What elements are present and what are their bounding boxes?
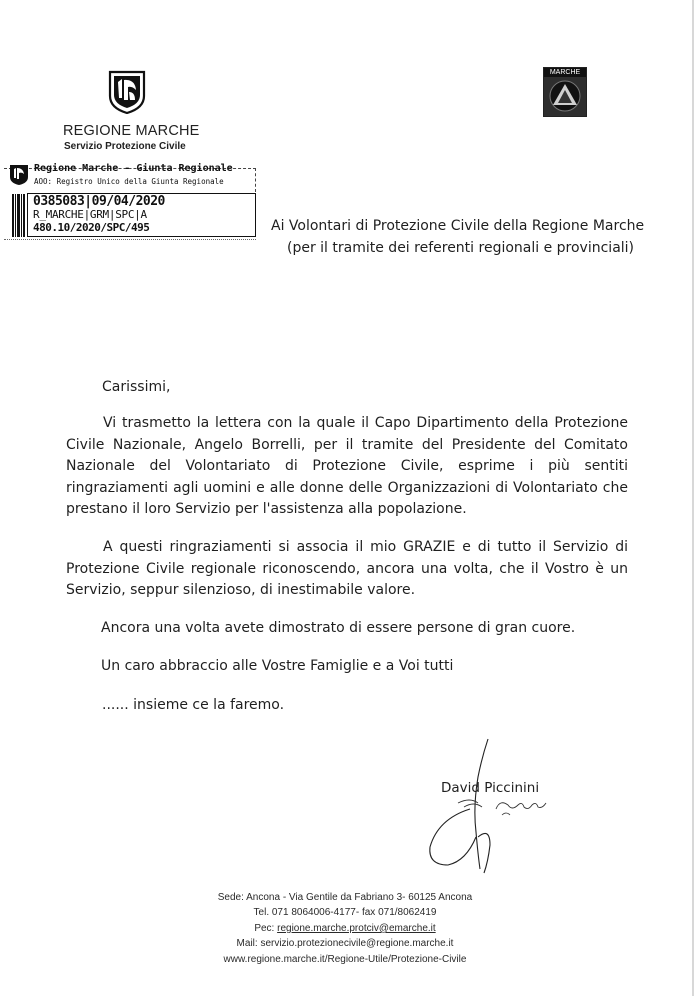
paragraph-1-text: Vi trasmetto la lettera con la quale il Capo Dipartimento della Protezione Civile Nazionale, Angelo Borrelli, per il tramite del Presidente del Comitato Nazionale del Volontariato di Protezione Civile, esprime i più sentiti ringraziamenti agli uomini e alle donne delle Organizzazioni di Volontariato che prestano il loro Servizio per l'assistenza alla popolazione. <box>66 415 628 517</box>
stamp-bottom-border <box>4 239 256 240</box>
paragraph-1 <box>66 413 628 521</box>
stamp-title: Regione Marche - Giunta Regionale <box>34 163 233 174</box>
protocol-registry: R_MARCHE|GRM|SPC|A <box>33 208 147 221</box>
protocol-number: 0385083|09/04/2020 <box>33 194 165 209</box>
marche-protezione-civile-logo-icon <box>544 77 586 116</box>
paragraph-3: Ancora una volta avete dimostrato di essere persone di gran cuore. <box>101 620 576 636</box>
region-name: REGIONE MARCHE <box>63 123 200 139</box>
handwritten-signature <box>418 737 558 877</box>
regione-marche-crest-icon <box>108 70 146 114</box>
paragraph-2 <box>66 537 628 602</box>
protocol-classification: 480.10/2020/SPC/495 <box>33 221 150 234</box>
page-edge-shadow <box>692 0 694 996</box>
footer-pec-label: Pec: <box>254 922 278 934</box>
addressee-line-2: (per il tramite dei referenti regionali e provinciali) <box>287 240 635 256</box>
addressee-line-1: Ai Volontari di Protezione Civile della Regione Marche <box>271 218 645 234</box>
footer-phone: Tel. 071 8064006-4177- fax 071/8062419 <box>253 907 437 919</box>
greeting: Carissimi, <box>102 379 171 395</box>
paragraph-2-text: A questi ringraziamenti si associa il mio GRAZIE e di tutto il Servizio di Protezione Civile regionale riconoscendo, ancora una volta, che il Vostro è un Servizio, seppur silenzioso, di inestimabile valore. <box>66 539 628 598</box>
stamp-subtitle: AOO: Registro Unico della Giunta Regionale <box>34 177 224 186</box>
logo-label: MARCHE <box>544 68 586 77</box>
footer-pec-line <box>150 921 540 936</box>
service-name: Servizio Protezione Civile <box>64 141 186 152</box>
footer-pec-link[interactable]: regione.marche.protciv@emarche.it <box>277 922 436 934</box>
footer-web: www.regione.marche.it/Regione-Utile/Protezione-Civile <box>223 953 467 965</box>
footer-address: Sede: Ancona - Via Gentile da Fabriano 3- 60125 Ancona <box>217 892 473 903</box>
signer-name: David Piccinini <box>441 780 540 796</box>
regione-marche-small-crest-icon <box>9 164 29 186</box>
paragraph-5: ...... insieme ce la faremo. <box>102 697 285 713</box>
barcode-icon <box>12 194 26 237</box>
marche-protezione-civile-logo <box>543 67 587 117</box>
footer-mail: Mail: servizio.protezionecivile@regione.marche.it <box>236 938 454 950</box>
paragraph-4: Un caro abbraccio alle Vostre Famiglie e a Voi tutti <box>101 658 454 674</box>
footer-contacts <box>150 890 540 967</box>
